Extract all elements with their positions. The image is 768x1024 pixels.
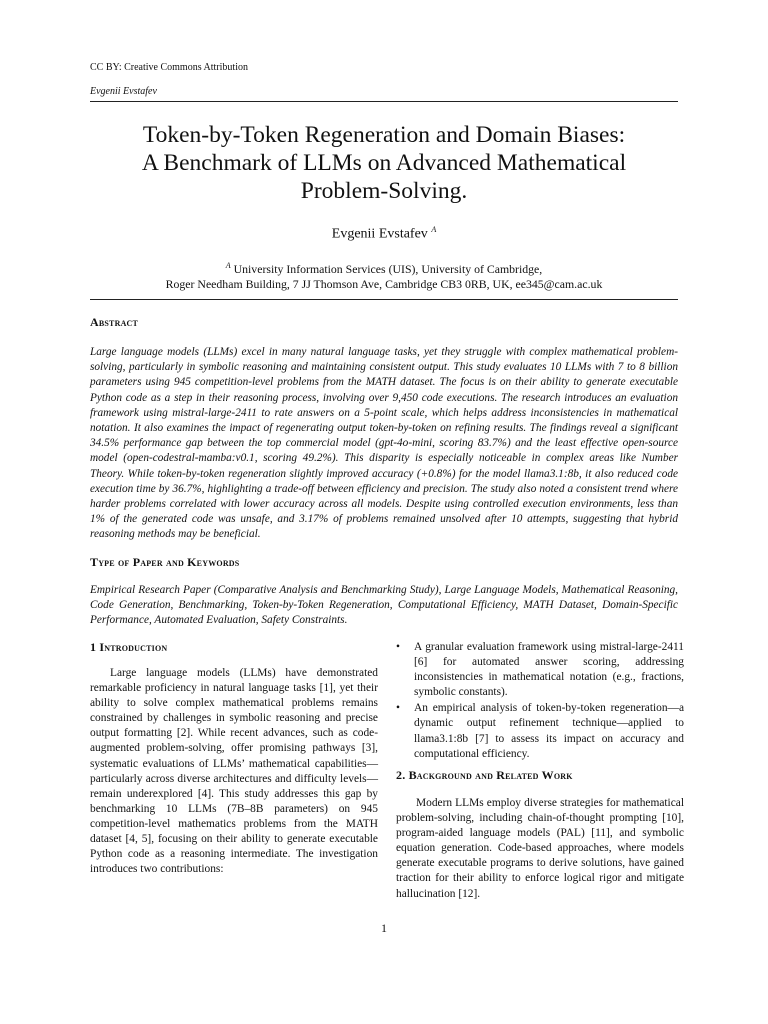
- contributions-list: [396, 640, 684, 763]
- author-byline: [90, 225, 678, 243]
- introduction-heading: 1 Introduction: [90, 640, 168, 654]
- background-heading: 2. Background and Related Work: [396, 768, 573, 782]
- title-line: Token-by-Token Regeneration and Domain Biases:: [142, 122, 626, 148]
- introduction-body: [90, 666, 378, 877]
- background-body: [396, 796, 684, 902]
- introduction-paragraph: Large language models (LLMs) have demonstrated remarkable proficiency in natural language tasks [1], yet their ability to solve complex mathematical problems remains constrained by challenges in symbolic reasoning and precise output formatting [2]. While recent advances, such as code-augmented problem-solving, offer promising pathways [3], systematic evaluations of LLMs’ mathematical capabilities—particularly across diverse architectures and difficulty levels—remain underexplored [4]. This study addresses this gap by benchmarking 10 LLMs (7B–8B parameters) on 945 competition-level mathematics problems from the MATH dataset [4, 5], focusing on their ability to generate executable Python code as a reasoning intermediate. The investigation introduces two contributions:: [90, 667, 378, 876]
- abstract-text: Large language models (LLMs) excel in many natural language tasks, yet they struggle with complex mathematical problem-solving, particularly in symbolic reasoning and maintaining consistent output. This study evaluates 10 LLMs with 7 to 8 billion parameters using 945 competition-level problems from the MATH dataset. The focus is on their ability to generate executable Python code as a step in their reasoning process, involving over 9,450 code executions. The research introduces an evaluation framework using mistral-large-2411 to rate answers on a 5-point scale, which helps address inconsistencies in mathematical notation. It also examines the impact of regenerating output token-by-token on refining results. The findings reveal a significant 34.5% performance gap between the top commercial model (gpt-4o-mini, scoring 83.7%) and the least effective open-source model (open-codestral-mamba:v0.1, scoring 49.2%). This disparity is especially noticeable in complex areas like Number Theory. While token-by-token regeneration slightly improved accuracy (+0.8%) for the model llama3.1:8b, it also reduced code execution time by 36.7%, highlighting a trade-off between efficiency and precision. The study also noted a consistent trend where harder problems correlated with lower accuracy across all models. Despite using controlled execution environments, less than 1% of the generated code was unsafe, and 3.17% of problems remained unsolved after 10 attempts, suggesting that hybrid reasoning methods may be beneficial.: [90, 346, 678, 541]
- title-line: Problem-Solving.: [300, 178, 468, 204]
- keywords-text: Empirical Research Paper (Comparative Analysis and Benchmarking Study), Large Language Models, Mathematical Reasoning, Code Generation, Benchmarking, Token-by-Token Regeneration, Computational Efficiency, MATH Dataset, Domain-Specific Performance, Automated Evaluation, Safety Constraints.: [90, 584, 678, 627]
- list-item: • An empirical analysis of token-by-token regeneration—a dynamic output refinement technique—applied to llama3.1:8b [7] to assess its impact on accuracy and computational efficiency.: [396, 702, 684, 760]
- keywords-heading: Type of Paper and Keywords: [90, 555, 240, 569]
- affiliation-line-1: $^A$ University Information Services (UIS), University of Cambridge,: [225, 261, 543, 276]
- title-line: A Benchmark of LLMs on Advanced Mathematical: [141, 150, 627, 176]
- page-number: 1: [381, 921, 387, 935]
- affiliation: [90, 258, 678, 293]
- background-paragraph: Modern LLMs employ diverse strategies for mathematical problem-solving, including chain-of-thought prompting [10], program-aided language models (PAL) [11], and symbolic equation generation. Code-based approaches, where models generate executable programs to derive solutions, have gained traction for their ability to enforce logical rigor and mitigate hallucination [12].: [396, 797, 684, 900]
- license-notice: CC BY: Creative Commons Attribution: [90, 62, 248, 73]
- abstract-heading: Abstract: [90, 315, 139, 329]
- header-divider: [90, 101, 678, 102]
- paper-title: [90, 121, 678, 205]
- bullet-icon: •: [396, 641, 400, 653]
- author-affiliation-marker: A: [431, 225, 437, 234]
- affiliation-marker: A: [225, 261, 231, 270]
- list-item: • A granular evaluation framework using mistral-large-2411 [6] for automated answer scoring, addressing inconsistencies in mathematical notation (e.g., fractions, symbolic constants).: [396, 641, 684, 699]
- abstract-divider: [90, 299, 678, 300]
- affiliation-line-2: Roger Needham Building, 7 JJ Thomson Ave, Cambridge CB3 0RB, UK, ee345@cam.ac.uk: [165, 277, 603, 292]
- author-name: Evgenii Evstafev: [331, 226, 428, 242]
- bullet-icon: •: [396, 702, 400, 715]
- running-header-author: Evgenii Evstafev: [90, 86, 157, 97]
